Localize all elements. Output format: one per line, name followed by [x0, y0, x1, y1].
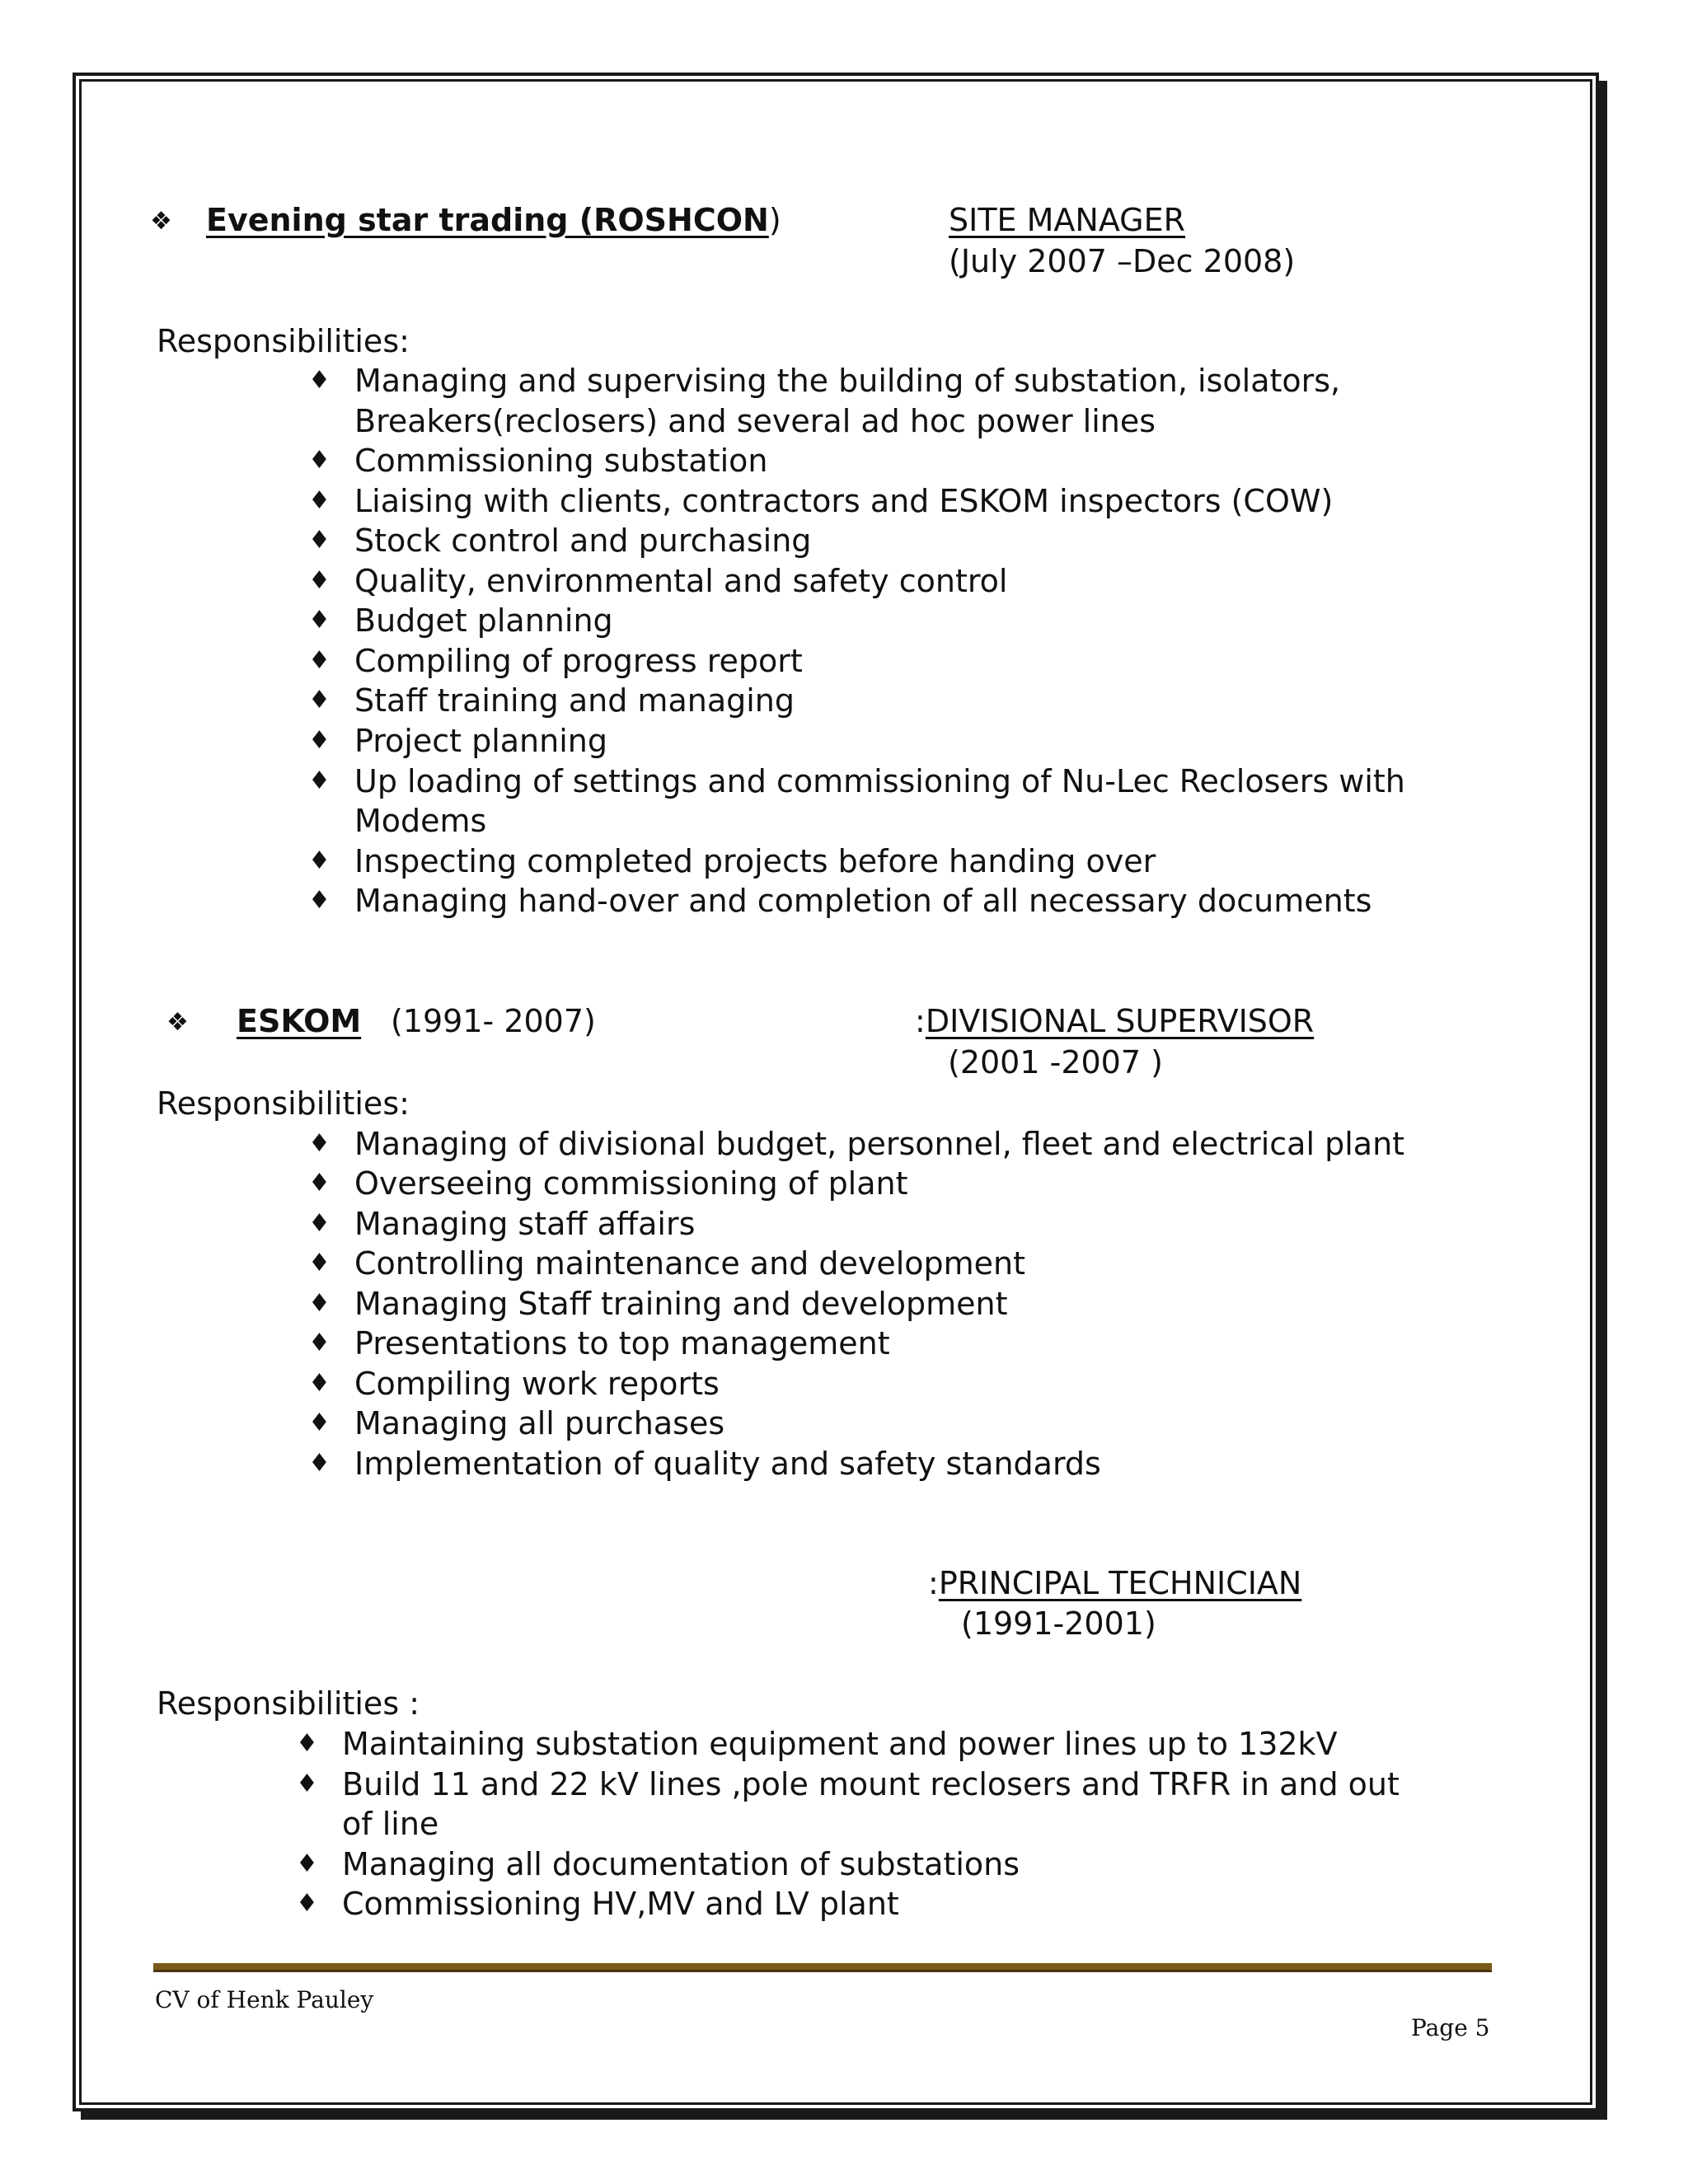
responsibilities-label: Responsibilities:	[157, 323, 410, 359]
page-number: Page 5	[1411, 2014, 1490, 2041]
responsibility-item: Project planning	[354, 723, 607, 759]
responsibility-item: Liaising with clients, contractors and ESKOM inspectors (COW)	[354, 483, 1334, 519]
responsibility-item: Build 11 and 22 kV lines ,pole mount reclosers and TRFR in and out	[342, 1766, 1400, 1802]
diamond-bullet-icon: ♦	[308, 446, 331, 475]
job-dates: (July 2007 –Dec 2008)	[949, 243, 1296, 279]
diamond-bullet-icon: ♦	[308, 526, 331, 555]
responsibility-item: of line	[342, 1806, 439, 1842]
responsibility-item: Stock control and purchasing	[354, 523, 812, 559]
diamond-bullet-icon: ♦	[308, 726, 331, 755]
diamond-bullet-icon: ♦	[308, 486, 331, 515]
responsibility-item: Up loading of settings and commissioning of Nu-Lec Reclosers with	[354, 763, 1405, 799]
diamond-bullet-icon: ♦	[308, 1408, 331, 1437]
responsibility-item: Presentations to top management	[354, 1325, 890, 1361]
diamond-bullet-icon: ♦	[308, 646, 331, 675]
job-title-prefix: :	[928, 1565, 939, 1601]
job-title: SITE MANAGER	[949, 202, 1186, 238]
responsibility-item: Breakers(reclosers) and several ad hoc power lines	[354, 403, 1156, 439]
company-years: (1991- 2007)	[391, 1003, 596, 1039]
diamond-bullet-icon: ♦	[308, 1289, 331, 1318]
responsibility-item: Managing hand-over and completion of all necessary documents	[354, 883, 1372, 919]
diamond-bullet-icon: ♦	[308, 846, 331, 875]
responsibility-item: Maintaining substation equipment and power lines up to 132kV	[342, 1726, 1338, 1762]
responsibility-item: Quality, environmental and safety control	[354, 563, 1008, 599]
diamond-bullet-icon: ♦	[308, 1449, 331, 1478]
job-title-prefix: :	[915, 1003, 926, 1039]
footer-rule	[153, 1963, 1492, 1972]
responsibility-item: Managing staff affairs	[354, 1206, 696, 1242]
job-dates: (1991-2001)	[961, 1605, 1156, 1642]
diamond-bullet-icon: ♦	[308, 1129, 331, 1158]
diamond-bullet-icon: ♦	[296, 1889, 318, 1918]
footer-cv-name: CV of Henk Pauley	[155, 1986, 374, 2013]
responsibility-item: Overseeing commissioning of plant	[354, 1165, 908, 1202]
job-title-text: PRINCIPAL TECHNICIAN	[938, 1565, 1302, 1601]
diamond-bullet-icon: ♦	[296, 1729, 318, 1758]
company-name: ESKOM	[237, 1003, 362, 1039]
diamond-bullet-icon: ♦	[308, 686, 331, 715]
responsibility-item: Managing all purchases	[354, 1405, 725, 1441]
responsibility-item: Staff training and managing	[354, 682, 795, 719]
responsibility-item: Modems	[354, 803, 487, 839]
diamond-bullet-icon: ♦	[308, 1249, 331, 1277]
responsibility-item: Compiling of progress report	[354, 643, 803, 679]
section-bullet: ❖	[150, 207, 172, 236]
company-close: )	[768, 202, 781, 238]
section-bullet: ❖	[166, 1008, 189, 1037]
responsibility-item: Commissioning substation	[354, 443, 768, 479]
diamond-bullet-icon: ♦	[296, 1769, 318, 1798]
diamond-bullet-icon: ♦	[308, 366, 331, 395]
responsibility-item: Managing and supervising the building of substation, isolators,	[354, 363, 1341, 399]
job-title	[915, 1001, 1314, 1041]
diamond-bullet-icon: ♦	[308, 766, 331, 795]
responsibility-item: Controlling maintenance and development	[354, 1245, 1026, 1282]
responsibilities-label: Responsibilities :	[157, 1685, 420, 1722]
responsibility-item: Commissioning HV,MV and LV plant	[342, 1886, 899, 1922]
diamond-bullet-icon: ♦	[296, 1849, 318, 1878]
diamond-bullet-icon: ♦	[308, 1329, 331, 1357]
diamond-bullet-icon: ♦	[308, 566, 331, 595]
diamond-bullet-icon: ♦	[308, 606, 331, 635]
responsibility-item: Inspecting completed projects before handing over	[354, 843, 1156, 879]
diamond-bullet-icon: ♦	[308, 1169, 331, 1197]
responsibilities-label: Responsibilities:	[157, 1085, 410, 1122]
job-title-text: DIVISIONAL SUPERVISOR	[925, 1003, 1315, 1039]
responsibility-item: Managing Staff training and development	[354, 1286, 1008, 1322]
responsibility-item: Implementation of quality and safety standards	[354, 1446, 1101, 1482]
responsibility-item: Managing of divisional budget, personnel, fleet and electrical plant	[354, 1126, 1405, 1162]
job-dates: (2001 -2007 )	[948, 1044, 1163, 1080]
diamond-bullet-icon: ♦	[308, 1209, 331, 1238]
responsibility-item: Managing all documentation of substations	[342, 1846, 1020, 1882]
responsibility-item: Budget planning	[354, 602, 613, 639]
job-title	[928, 1563, 1301, 1603]
company-heading	[206, 200, 781, 240]
diamond-bullet-icon: ♦	[308, 886, 331, 915]
responsibility-item: Compiling work reports	[354, 1366, 720, 1402]
diamond-bullet-icon: ♦	[308, 1369, 331, 1398]
company-name: Evening star trading (ROSHCON	[206, 202, 769, 238]
